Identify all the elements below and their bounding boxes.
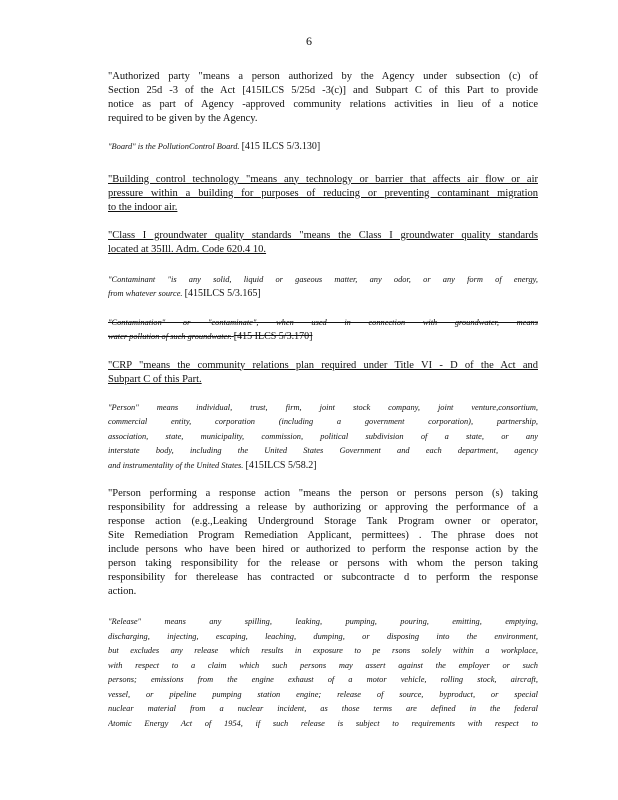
definition-release xyxy=(108,615,538,731)
text-line: Site Remediation Program Remediation Applicant, permittees) . The phrase does not xyxy=(108,530,538,541)
text-line: association, state, municipality, commission, political subdivision of a state, or any xyxy=(108,431,538,441)
text-line: required to be given by the Agency. xyxy=(108,113,258,124)
text-line: located at 35Ill. Adm. Code 620.4 10. xyxy=(108,243,267,255)
statute-citation: [415ILCS 5/58.2] xyxy=(245,459,317,471)
definition-building-control-technology xyxy=(108,173,538,215)
text-line: to the indoor air. xyxy=(108,201,178,213)
definition-person xyxy=(108,401,538,474)
definition-crp xyxy=(108,359,538,387)
definition-person-performing-response-action xyxy=(108,487,538,599)
definition-authorized-party xyxy=(108,70,538,126)
text-line: commercial entity, corporation (including a government corporation), partnership, xyxy=(108,417,538,426)
text-line: responsibility for therelease has contracted or subcontracte d to perform the response xyxy=(108,572,538,583)
text-line: person taking responsibility for the release or persons with whom the person taking xyxy=(108,558,538,569)
definition-contaminant xyxy=(108,273,538,302)
text-line: "Building control technology "means any technology or barrier that affects air flow or air xyxy=(108,173,538,185)
text-line: "Authorized party "means a person authorized by the Agency under subsection (c) of xyxy=(108,71,538,82)
statute-citation: [415 ILCS 5/3.170] xyxy=(233,331,313,342)
text-line: include persons who have been hired or authorized to perform the response action by the xyxy=(108,544,538,555)
text-line: interstate body, including the United States Government and each department, agency xyxy=(108,446,538,455)
text-line: pressure within a building for purposes of reducing or preventing contaminant migration xyxy=(108,187,538,199)
text-line: and instrumentality of the United States. xyxy=(108,460,244,470)
text-line: with respect to a claim which such persons may assert against the employer or such xyxy=(108,660,538,670)
text-line: Atomic Energy Act of 1954, if such release is subject to requirements with respect to xyxy=(108,718,538,728)
text-line: Section 25d -3 of the Act [415ILCS 5/25d -3(c)] and Subpart C of this Part to provide xyxy=(108,85,538,96)
text-line: vessel, or pipeline pumping station engine; release of source, byproduct, or special xyxy=(108,689,538,699)
text-line: "Contaminant "is any solid, liquid or gaseous matter, any odor, or any form of energy, xyxy=(108,274,538,284)
text-line: notice as part of Agency -approved community relations activities in lieu of a notice xyxy=(108,99,538,110)
text-line: action. xyxy=(108,586,137,597)
text-line: nuclear material from a nuclear incident, as those terms are defined in the federal xyxy=(108,704,538,713)
text-line: from whatever source. xyxy=(108,289,183,298)
text-line: Subpart C of this Part. xyxy=(108,373,202,385)
text-line: "Contamination" or "contaminate", when used in connection with groundwater, means xyxy=(108,317,538,327)
text-line: "Release" means any spilling, leaking, pumping, pouring, emitting, emptying, xyxy=(108,617,538,626)
text-line: "CRP "means the community relations plan required under Title VI - D of the Act and xyxy=(108,359,538,371)
definitions-body xyxy=(108,70,538,745)
text-line: persons; emissions from the engine exhaust of a motor vehicle, rolling stock, aircraft, xyxy=(108,675,538,684)
text-line: "Person" means individual, trust, firm, joint stock company, joint venture,consortium, xyxy=(108,402,538,412)
statute-citation: [415ILCS 5/3.165] xyxy=(184,288,261,299)
statute-citation: [415 ILCS 5/3.130] xyxy=(241,141,321,152)
text-line: but excludes any release which results in exposure to pe rsons solely within a workplace, xyxy=(108,646,538,655)
definition-board xyxy=(108,140,538,155)
text-line: "Class I groundwater quality standards "means the Class I groundwater quality standards xyxy=(108,229,538,241)
text-line: "Person performing a response action "means the person or persons person (s) taking xyxy=(108,488,538,499)
text-line: responsibility for addressing a release by authorizing or approving the performance of a xyxy=(108,502,538,513)
text-line: response action (e.g.,Leaking Underground Storage Tank Program owner or operator, xyxy=(108,516,538,527)
text-line: discharging, injecting, escaping, leaching, dumping, or disposing into the environment, xyxy=(108,631,538,641)
page-number: 6 xyxy=(306,34,312,48)
definition-class-i-groundwater xyxy=(108,229,538,257)
text-line: "Board" is the PollutionControl Board. xyxy=(108,142,240,151)
definition-contamination xyxy=(108,316,538,345)
text-line: water pollution of such groundwater. xyxy=(108,332,232,341)
